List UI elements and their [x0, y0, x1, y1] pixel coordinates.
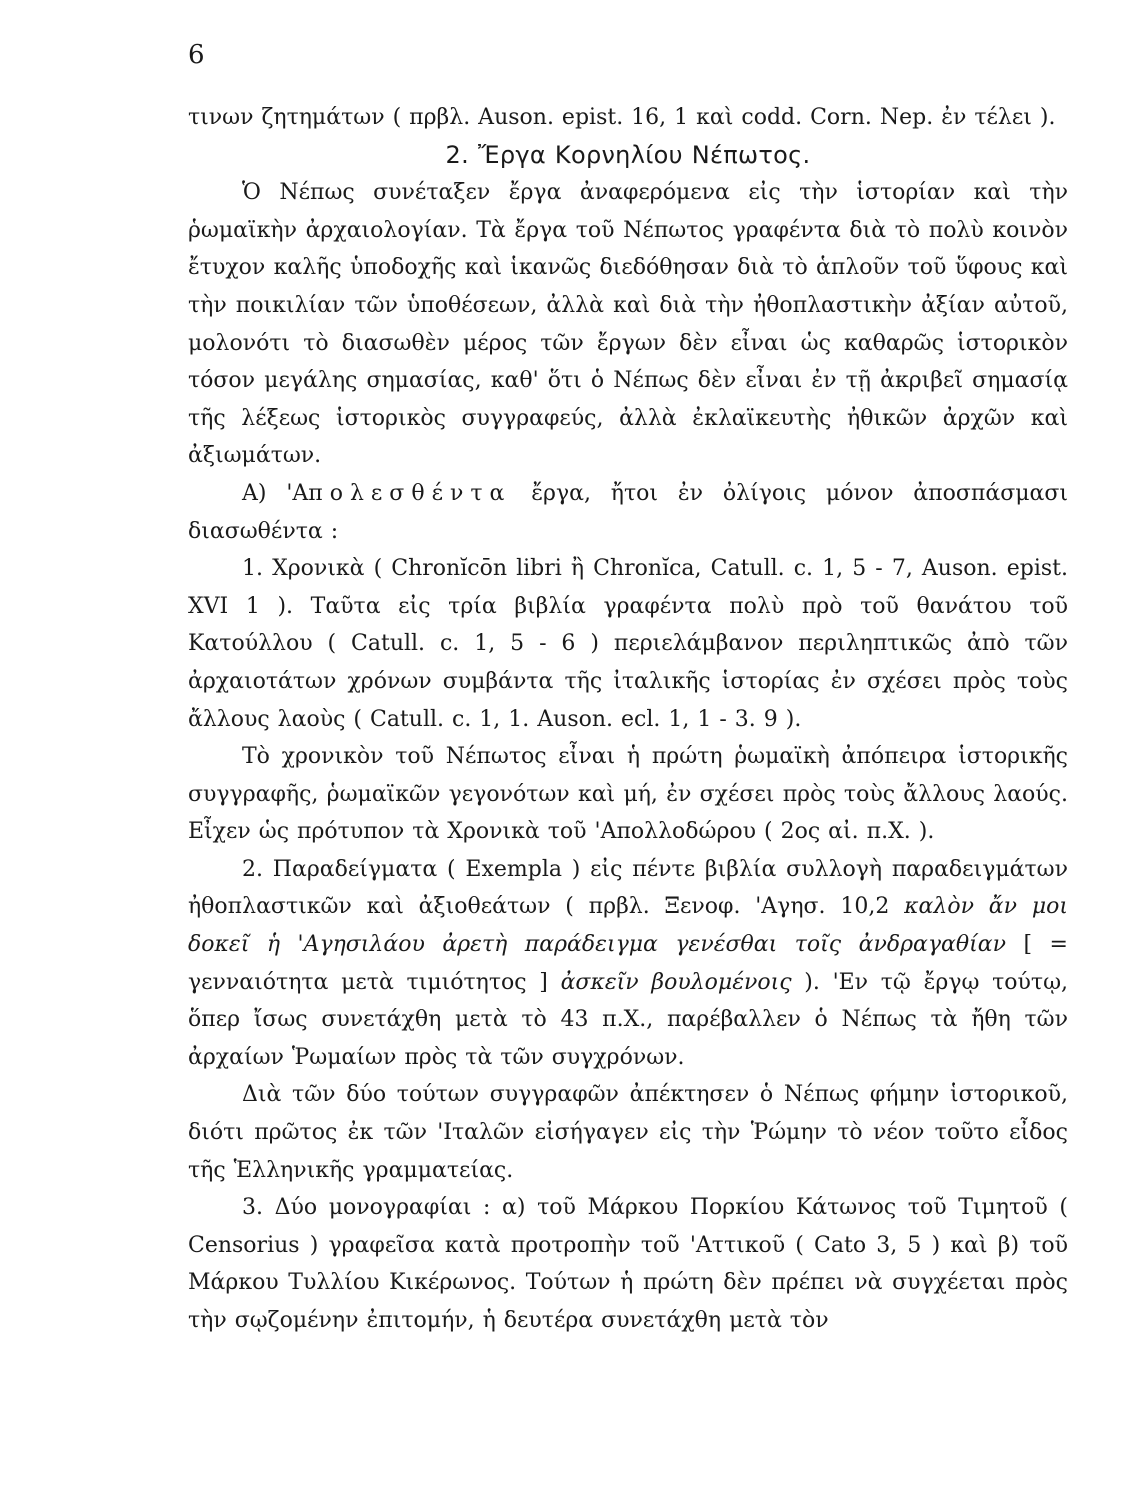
section-a-label: Α) 'Α: [242, 480, 309, 506]
item-2-text-1: 2. Παραδείγματα ( Exempla ) εἰς πέντε βιβλία συλλογὴ παραδειγμάτων ἠθοπλαστικῶν καὶ ἀξιοθεάτων ( πρβλ. Ξενοφ. 'Αγησ. 10,2: [188, 856, 1068, 920]
item-2-quote-2: ἀσκεῖν βουλομένοις: [560, 969, 792, 995]
section-a-rest: ἔργα, ἤτοι ἐν ὀλίγοις μόνον ἀποσπάσμασι διασωθέντα :: [188, 480, 1069, 544]
item-2-text-2: [ = γενναιότητα μετὰ τιμιότητος ]: [188, 932, 1068, 995]
item-2-paragraph: [188, 851, 1068, 1077]
section-a-paragraph: [188, 475, 1068, 550]
page-number: 6: [188, 40, 205, 70]
item-3-paragraph: 3. Δύο μονογραφίαι : α) τοῦ Μάρκου Πορκίου Κάτωνος τοῦ Τιμητοῦ ( Censorius ) γραφεῖσα κατὰ προτροπὴν τοῦ 'Αττικοῦ ( Cato 3, 5 ) καὶ β) τοῦ Μάρκου Τυλλίου Κικέρωνος. Τούτων ἡ πρώτη δὲν πρέπει νὰ συγχέεται πρὸς τὴν σῳζομένην ἐπιτομήν, ἡ δευτέρα συνετάχθη μετὰ τὸν: [188, 1195, 1068, 1333]
section-a-spaced-word: πολεσθέντα: [308, 480, 512, 506]
section-heading: 2. Ἔργα Κορνηλίου Νέπωτος.: [445, 140, 811, 169]
body-text: [188, 99, 1068, 1340]
conclusion-paragraph: Διὰ τῶν δύο τούτων συγγραφῶν ἀπέκτησεν ὁ Νέπως φήμην ἱστορικοῦ, διότι πρῶτος ἐκ τῶν 'Ιταλῶν εἰσήγαγεν εἰς τὴν Ῥώμην τὸ νέον τοῦτο εἶδος τῆς Ἑλληνικῆς γραμματείας.: [188, 1082, 1068, 1183]
item-1-continuation: Τὸ χρονικὸν τοῦ Νέπωτος εἶναι ἡ πρώτη ῥωμαϊκὴ ἀπόπειρα ἱστορικῆς συγγραφῆς, ῥωμαϊκῶν γεγονότων καὶ μή, ἐν σχέσει πρὸς τοὺς ἄλλους λαούς. Εἶχεν ὡς πρότυπον τὰ Χρονικὰ τοῦ 'Απολλοδώρου ( 2ος αἰ. π.Χ. ).: [188, 744, 1068, 845]
item-2-quote-1: καλὸν ἄν μοι δοκεῖ ἡ 'Αγησιλάου ἀρετὴ παράδειγμα γενέσθαι τοῖς ἀνδραγαθίαν: [188, 894, 1068, 958]
item-1-paragraph: 1. Χρονικὰ ( Chronĭcōn libri ἢ Chronĭca, Catull. c. 1, 5 - 7, Auson. epist. XVI 1 ). Ταῦτα εἰς τρία βιβλία γραφέντα πολὺ πρὸ τοῦ θανάτου τοῦ Κατούλλου ( Catull. c. 1, 5 - 6 ) περιελάμβανον περιληπτικῶς ἀπὸ τῶν ἀρχαιοτάτων χρόνων συμβάντα τῆς ἰταλικῆς ἱστορίας ἐν σχέσει πρὸς τοὺς ἄλλους λαοὺς ( Catull. c. 1, 1. Auson. ecl. 1, 1 - 3. 9 ).: [188, 556, 1068, 732]
continuation-paragraph: τινων ζητημάτων ( πρβλ. Auson. epist. 16, 1 καὶ codd. Corn. Nep. ἐν τέλει ).: [188, 105, 1056, 130]
intro-paragraph: Ὁ Νέπως συνέταξεν ἔργα ἀναφερόμενα εἰς τὴν ἱστορίαν καὶ τὴν ῥωμαϊκὴν ἀρχαιολογίαν. Τὰ ἔργα τοῦ Νέπωτος γραφέντα διὰ τὸ πολὺ κοινὸν ἔτυχον καλῆς ὑποδοχῆς καὶ ἱκανῶς διεδόθησαν διὰ τὸ ἁπλοῦν τοῦ ὕφους καὶ τὴν ποικιλίαν τῶν ὑποθέσεων, ἀλλὰ καὶ διὰ τὴν ἠθοπλαστικὴν ἀξίαν αὐτοῦ, μολονότι τὸ διασωθὲν μέρος τῶν ἔργων δὲν εἶναι ὡς καθαρῶς ἱστορικὸν τόσον μεγάλης σημασίας, καθ' ὅτι ὁ Νέπως δὲν εἶναι ἐν τῇ ἀκριβεῖ σημασίᾳ τῆς λέξεως ἱστορικὸς συγγραφεύς, ἀλλὰ ἐκλαϊκευτὴς ἠθικῶν ἀρχῶν καὶ ἀξιωμάτων.: [188, 180, 1068, 469]
item-2-text-3: ). 'Εν τῷ ἔργῳ τούτῳ, ὅπερ ἴσως συνετάχθη μετὰ τὸ 43 π.Χ., παρέβαλλεν ὁ Νέπως τὰ ἤθη τῶν ἀρχαίων Ῥωμαίων πρὸς τὰ τῶν συγχρόνων.: [188, 969, 1069, 1070]
